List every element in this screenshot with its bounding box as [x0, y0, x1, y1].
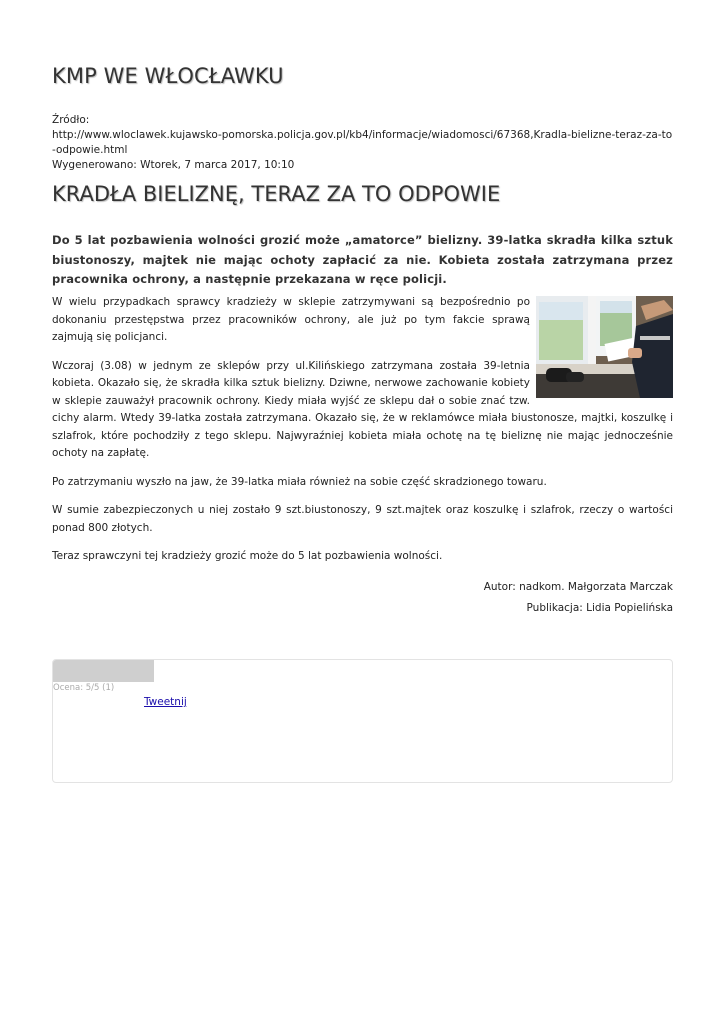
article-paragraph: Po zatrzymaniu wyszło na jaw, że 39-latka miała również na sobie część skradzionego towaru. [52, 475, 547, 488]
generated-date: Wygenerowano: Wtorek, 7 marca 2017, 10:10 [52, 159, 295, 171]
source-meta [52, 113, 674, 173]
rating-widget [52, 659, 673, 783]
article-author: Autor: nadkom. Małgorzata Marczak [483, 580, 673, 593]
article-body [52, 294, 673, 619]
article-paragraph: W sumie zabezpieczonych u niej zostało 9 szt.biustonoszy, 9 szt.majtek oraz koszulkę i szlafrok, rzeczy o wartości ponad 800 złotych. [52, 504, 673, 534]
rating-stars-bar[interactable] [53, 660, 154, 682]
rating-score: Ocena: 5/5 (1) [53, 683, 115, 693]
article-photo [536, 296, 673, 398]
tweet-link[interactable]: Tweetnij [144, 696, 187, 708]
article-publication: Publikacja: Lidia Popielińska [526, 601, 673, 614]
article-paragraph: Wczoraj (3.08) w jednym ze sklepów przy ul.Kilińskiego zatrzymana została 39-letnia kobieta. Okazało się, że skradła kilka sztuk bielizny. Dziwne, nerwowe zachowanie kobiety w sklepie zauważył pracownik ochrony. Kiedy miała wyjść ze sklepu dał o sobie znać tzw. cichy alarm. Wtedy 39-latka została zatrzymana. Okazało się, że w reklamówce miała biustonosze, majtki, koszulkę i szlafrok, które pochodziły z tego sklepu. Najwyraźniej kobieta miała ochotę na tę bieliznę nie mając jednocześnie ochoty na zapłatę. [52, 359, 673, 459]
article-lead: Do 5 lat pozbawienia wolności grozić może „amatorce” bielizny. 39-latka skradła kilka sztuk biustonoszy, majtek nie mając ochoty zapłacić za nie. Kobieta została zatrzymana przez pracownika ochrony, a następnie przekazana w ręce policji. [52, 233, 673, 286]
source-label: Źródło: [52, 114, 90, 126]
article-paragraph: Teraz sprawczyni tej kradzieży grozić może do 5 lat pozbawienia wolności. [52, 550, 443, 562]
author-block [52, 577, 673, 619]
article-title: KRADŁA BIELIZNĘ, TERAZ ZA TO ODPOWIE [52, 182, 501, 206]
article-paragraph: W wielu przypadkach sprawcy kradzieży w sklepie zatrzymywani są bezpośrednio po dokonaniu przestępstwa przez pracowników ochrony, ale już po tym fakcie sprawą zajmują się policjanci. [52, 296, 530, 343]
site-title: KMP WE WŁOCŁAWKU [52, 64, 284, 88]
source-url: http://www.wloclawek.kujawsko-pomorska.policja.gov.pl/kb4/informacje/wiadomosci/67368,Kradla-bielizne-teraz-za-to-odpowie.html [52, 129, 673, 156]
